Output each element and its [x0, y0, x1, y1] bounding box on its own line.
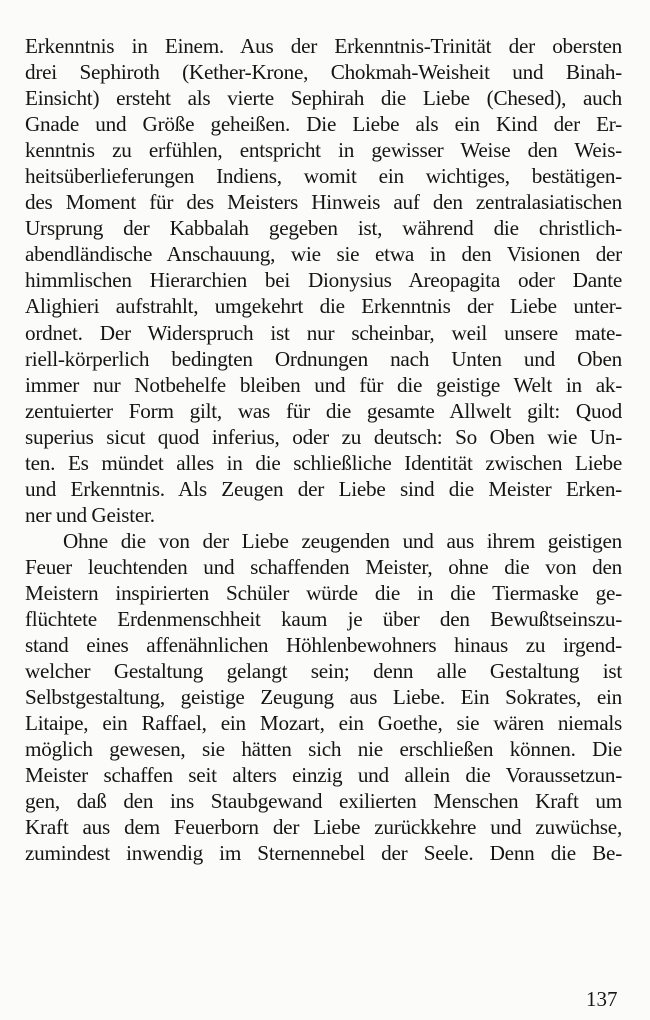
- text-line: stand eines affenähnlichen Höhlenbewohners hinaus zu irgend-: [25, 633, 622, 658]
- text-line: Einsicht) ersteht als vierte Sephirah die Liebe (Chesed), auch: [25, 86, 622, 111]
- text-line: himmlischen Hierarchien bei Dionysius Areopagita oder Dante: [25, 268, 622, 293]
- text-line: Litaipe, ein Raffael, ein Mozart, ein Goethe, sie wären niemals: [25, 711, 622, 736]
- text-line: gen, daß den ins Staubgewand exilierten Menschen Kraft um: [25, 789, 622, 814]
- text-line: Feuer leuchtenden und schaffenden Meister, ohne die von den: [25, 554, 622, 579]
- text-line: zumindest inwendig im Sternennebel der Seele. Denn die Be-: [25, 841, 622, 866]
- text-line: riell-körperlich bedingten Ordnungen nach Unten und Oben: [25, 346, 622, 371]
- text-line: superius sicut quod inferius, oder zu deutsch: So Oben wie Un-: [25, 424, 622, 449]
- text-line: zentuierter Form gilt, was für die gesamte Allwelt gilt: Quod: [25, 398, 622, 423]
- text-line: drei Sephiroth (Kether-Krone, Chokmah-Weisheit und Binah-: [25, 60, 622, 85]
- text-line: flüchtete Erdenmenschheit kaum je über den Bewußtseinszu-: [25, 607, 622, 632]
- text-line: Meister schaffen seit alters einzig und allein die Voraussetzun-: [25, 763, 622, 788]
- page-number: 137: [586, 987, 618, 1011]
- paragraph-1: [25, 33, 622, 528]
- text-line: des Moment für des Meisters Hinweis auf den zentralasiatischen: [25, 190, 622, 215]
- text-line: Gnade und Größe geheißen. Die Liebe als ein Kind der Er-: [25, 112, 622, 137]
- paragraph-2: [25, 528, 622, 867]
- text-line: Alighieri aufstrahlt, umgekehrt die Erkenntnis der Liebe unter-: [25, 294, 622, 319]
- text-line: heitsüberlieferungen Indiens, womit ein wichtiges, bestätigen-: [25, 164, 622, 189]
- text-line: Ohne die von der Liebe zeugenden und aus ihrem geistigen: [63, 528, 622, 553]
- text-line: möglich gewesen, sie hätten sich nie erschließen können. Die: [25, 737, 622, 762]
- text-line: Erkenntnis in Einem. Aus der Erkenntnis-Trinität der obersten: [25, 34, 622, 58]
- text-line: Selbstgestaltung, geistige Zeugung aus Liebe. Ein Sokrates, ein: [25, 685, 622, 710]
- text-line: Ursprung der Kabbalah gegeben ist, während die christlich-: [25, 216, 622, 241]
- text-line: Meistern inspirierten Schüler würde die in die Tiermaske ge-: [25, 580, 622, 605]
- text-line: ten. Es mündet alles in die schließliche Identität zwischen Liebe: [25, 450, 622, 475]
- text-line: ner und Geister.: [25, 502, 155, 527]
- body-text: [25, 33, 622, 867]
- text-line: kenntnis zu erfühlen, entspricht in gewisser Weise den Weis-: [25, 138, 622, 163]
- text-line: Kraft aus dem Feuerborn der Liebe zurückkehre und zuwüchse,: [25, 815, 622, 840]
- text-line: ordnet. Der Widerspruch ist nur scheinbar, weil unsere mate-: [25, 320, 622, 345]
- text-line: welcher Gestaltung gelangt sein; denn alle Gestaltung ist: [25, 659, 622, 684]
- text-line: abendländische Anschauung, wie sie etwa in den Visionen der: [25, 242, 622, 267]
- text-line: und Erkenntnis. Als Zeugen der Liebe sind die Meister Erken-: [25, 476, 622, 501]
- text-line: immer nur Notbehelfe bleiben und für die geistige Welt in ak-: [25, 372, 622, 397]
